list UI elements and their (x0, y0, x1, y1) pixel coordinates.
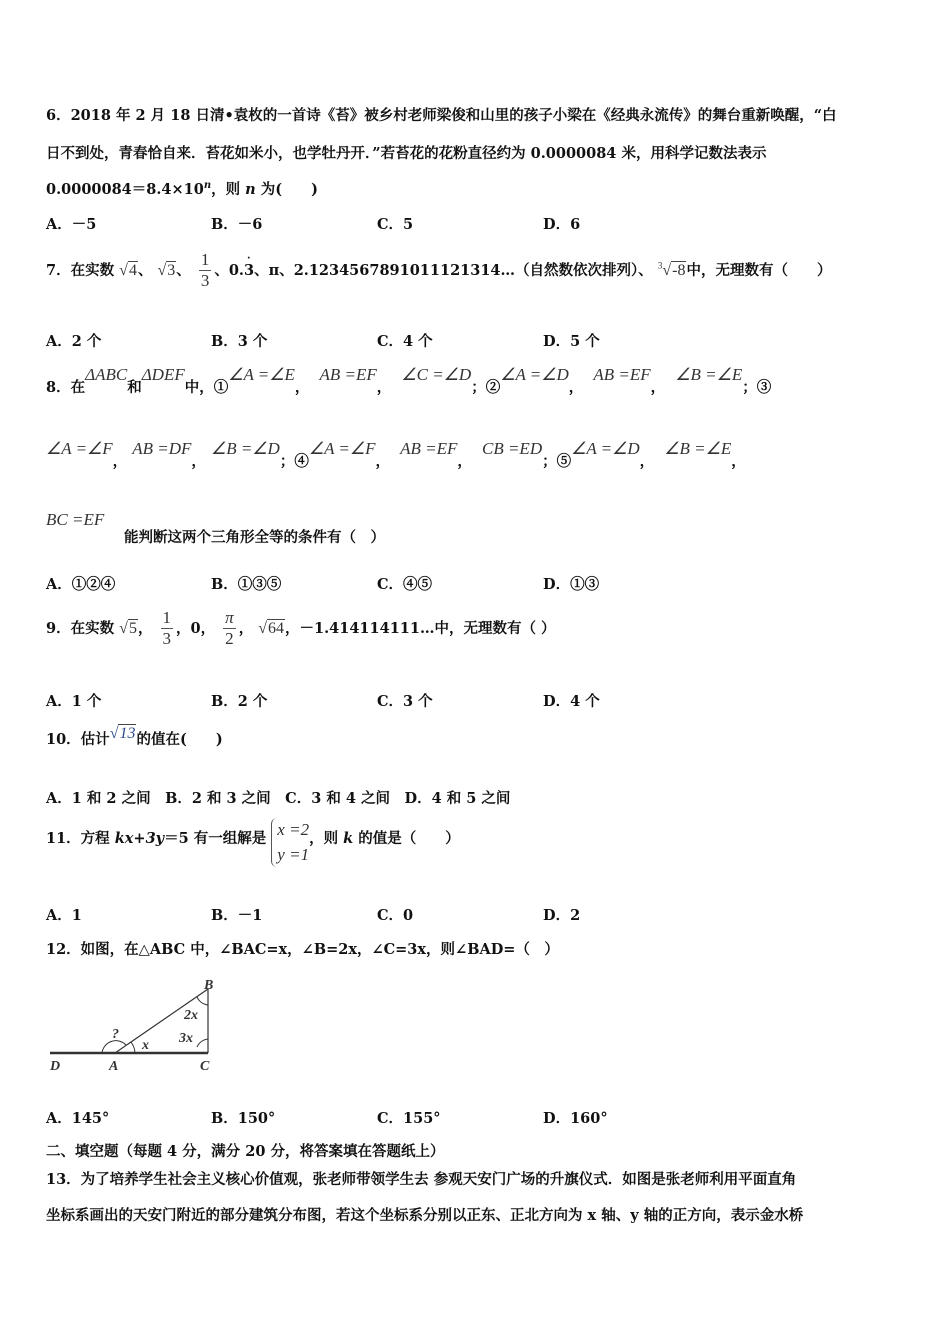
cube-root-neg-8: $^3$√-8 (657, 260, 686, 279)
q8-option-a: A．①②④ (46, 576, 116, 593)
label-B: B (204, 978, 214, 993)
q8-option-c: C．④⑤ (377, 576, 433, 593)
equation-system: x =2 y =1 (271, 818, 309, 867)
label-x: x (142, 1038, 149, 1053)
sqrt-64: √64 (258, 619, 285, 637)
label-C: C (200, 1059, 210, 1074)
q11-option-b: B．－1 (211, 907, 263, 924)
q9-line: 9．在实数 √5， $\frac{1}{3}$ ，0， $\frac{\pi}{2}$ ， √64，－1.414114111…中，无理数有（ ） (46, 608, 556, 649)
q8-line-2: ∠A =∠F， AB =DF， ∠B =∠D；④∠A =∠F， AB =EF， CB =ED；⑤∠A =∠D， ∠B =∠E， (46, 439, 746, 470)
angle-arc-BAD (102, 1041, 126, 1053)
q12-option-c: C．155° (377, 1110, 441, 1127)
q7-line: 7．在实数 √4、 √3、 $\frac{1}{3}$ 、0. · 3、π、2.1234567891011121314…（自然数依次排列）、 $^3$√-8中，无理数有（ ） (46, 250, 832, 291)
angle-arc-C (197, 1039, 208, 1047)
q11-line: 11．方程 kx+3y＝5 有一组解是 x =2 y =1，则 k 的值是（ ） (46, 818, 460, 867)
q6-line-3: $0.0000084=8.4\times 10^n$，则 n 为( ) (46, 180, 318, 198)
q9-option-a: A．1 个 (46, 693, 102, 710)
q11-option-a: A．1 (46, 907, 82, 924)
q7-option-b: B．3 个 (211, 333, 268, 350)
q8-line-3: BC =EF 能判断这两个三角形全等的条件有（ ） (46, 510, 385, 546)
sqrt-5: √5 (119, 619, 137, 637)
q6-line-2: 日不到处，青春恰自来．苔花如米小，也学牡丹开．”若苔花的花粉直径约为 0.0000084 米，用科学记数法表示 (46, 145, 767, 162)
q7-option-a: A．2 个 (46, 333, 102, 350)
q6-line-1: 6．2018 年 2 月 18 日清•袁枚的一首诗《苔》被乡村老师梁俊和山里的孩子小梁在《经典永流传》的舞台重新唤醒，“白 (46, 107, 837, 124)
angle-arc-B (197, 997, 208, 1005)
q10-options: A．1 和 2 之间 B．2 和 3 之间 C．3 和 4 之间 D．4 和 5 之间 (46, 790, 511, 807)
fraction-one-third: $\frac{1}{3}$ (200, 250, 210, 291)
q12-option-b: B．150° (211, 1110, 276, 1127)
triangle-figure (40, 975, 230, 1075)
q9-option-b: B．2 个 (211, 693, 268, 710)
label-D: D (50, 1059, 61, 1074)
sqrt-13: √13 (109, 725, 136, 742)
q8-option-b: B．①③⑤ (211, 576, 282, 593)
q12-option-d: D．160° (543, 1110, 608, 1127)
q9-option-d: D．4 个 (543, 693, 600, 710)
q6-option-a: A．－5 (46, 216, 97, 233)
q10-line: 10．估计√13的值在( ) (46, 725, 223, 748)
sqrt-3: √3 (157, 261, 176, 279)
q7-option-c: C．4 个 (377, 333, 433, 350)
angle-arc-A (131, 1042, 135, 1053)
q6-option-c: C．5 (377, 216, 414, 233)
q13-line-2: 坐标系画出的天安门附近的部分建筑分布图，若这个坐标系分别以正东、正北方向为 x 轴、y 轴的正方向，表示金水桥 (46, 1207, 804, 1224)
label-3x: 3x (179, 1031, 193, 1046)
q13-line-1: 13．为了培养学生社会主义核心价值观，张老师带领学生去 参观天安门广场的升旗仪式．如图是张老师利用平面直角 (46, 1171, 797, 1188)
label-2x: 2x (184, 1008, 198, 1023)
section-heading-fill-blank: 二、填空题（每题 4 分，满分 20 分，将答案填在答题纸上） (46, 1143, 445, 1160)
fraction-one-third: $\frac{1}{3}$ (162, 608, 171, 649)
fraction-pi-half: $\frac{\pi}{2}$ (225, 608, 234, 649)
label-question: ? (112, 1027, 119, 1042)
q11-option-d: D．2 (543, 907, 581, 924)
q8-line-1: 8．在ΔABC和ΔDEF中，①∠A =∠E， AB =EF， ∠C =∠D；②∠A =∠D， AB =EF， ∠B =∠E；③ (46, 365, 772, 396)
q9-option-c: C．3 个 (377, 693, 433, 710)
q12-option-a: A．145° (46, 1110, 110, 1127)
q12-line: 12．如图，在△ABC 中，∠BAC=x，∠B=2x，∠C=3x，则∠BAD=（ ） (46, 941, 559, 958)
q6-option-b: B．－6 (211, 216, 263, 233)
q6-option-d: D．6 (543, 216, 581, 233)
q7-option-d: D．5 个 (543, 333, 600, 350)
q11-option-c: C．0 (377, 907, 414, 924)
repeating-digit: · 3 (243, 252, 255, 279)
label-A: A (109, 1059, 119, 1074)
q8-option-d: D．①③ (543, 576, 600, 593)
sqrt-4: √4 (119, 261, 137, 279)
